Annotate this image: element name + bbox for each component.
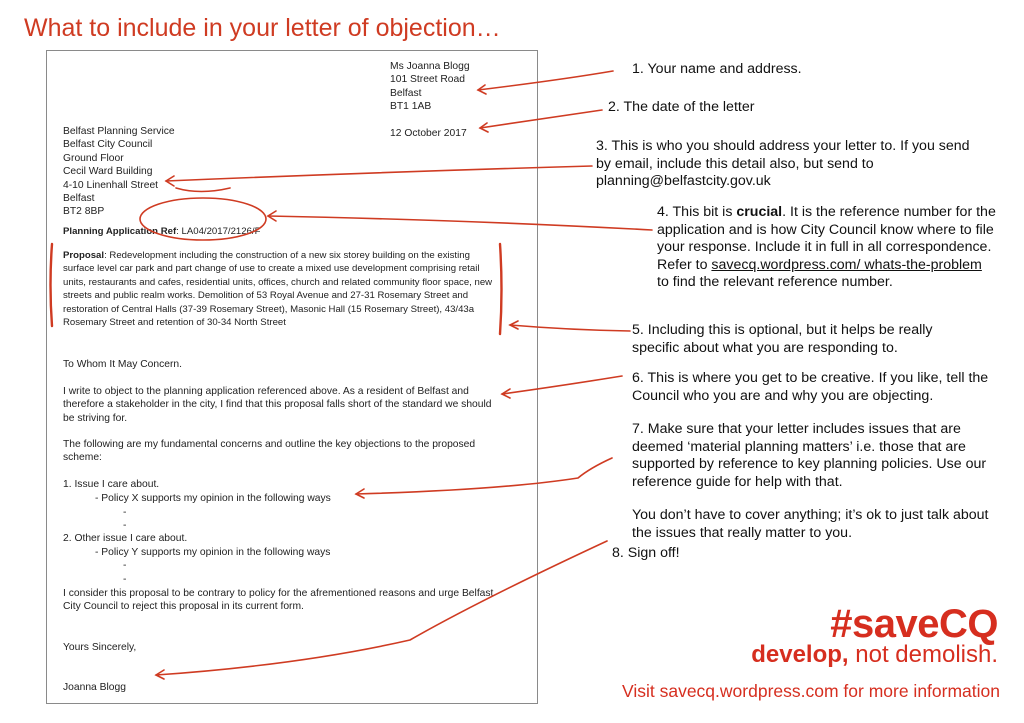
opening-paragraph: I write to object to the planning application referenced above. As a resident of Belfast and therefore a stakeholder in the city, I find that this proposal falls short of the standard we should be striving for. (63, 386, 492, 424)
letter-date: 12 October 2017 (390, 128, 467, 139)
issue-2: 2. Other issue I care about. (63, 533, 188, 544)
arrow-7 (356, 458, 612, 494)
page-title: What to include in your letter of objection… (24, 14, 501, 42)
sender-line: BT1 1AB (390, 101, 432, 113)
proposal-bracket-right (500, 244, 502, 334)
arrow-2 (480, 110, 602, 128)
note-8: 8. Sign off! (612, 545, 680, 561)
note-7b: You don’t have to cover anything; it’s ok to just talk about the issues that really matter to you. (632, 507, 989, 541)
visit-link[interactable]: Visit savecq.wordpress.com for more information (621, 681, 1000, 701)
tagline-bold: develop, (751, 641, 849, 668)
arrow-6 (502, 376, 622, 394)
recipient-line: Cecil Ward Building (63, 166, 153, 178)
bullet-dash: - (123, 520, 127, 531)
ref-value: : LA04/2017/2126/F (176, 226, 261, 237)
note-7: 7. Make sure that your letter includes issues that are deemed ‘material planning matters’ i.e. those that are supported by reference to key planning policies. Use our reference guide for help with that. (632, 421, 987, 490)
arrow-8 (156, 541, 607, 675)
policy-2: - Policy Y supports my opinion in the following ways (95, 547, 331, 558)
sender-line: 101 Street Road (390, 74, 465, 86)
bullet-dash: - (123, 574, 127, 585)
signature: Joanna Blogg (63, 682, 126, 693)
arrow-1 (478, 71, 613, 90)
tagline-rest: not demolish. (848, 641, 998, 668)
note-4-text-a: 4. This bit is (657, 204, 737, 220)
issue-1: 1. Issue I care about. (63, 479, 160, 490)
recipient-line: Belfast City Council (63, 139, 153, 151)
hashtag-suffix: CQ (939, 602, 998, 646)
bullet-dash: - (123, 560, 127, 571)
note-3: 3. This is who you should address your letter to. If you send by email, include this detail also, but send to planning@belfastcity.gov.uk (596, 138, 970, 190)
ref-label: Planning Application Ref (63, 226, 177, 237)
note-4-emphasis: crucial (736, 204, 783, 220)
brand-hashtag (830, 604, 998, 644)
note-4-text-c: to find the relevant reference number. (657, 274, 893, 291)
arrow-3 (166, 166, 592, 181)
recipient-line: 4-10 Linenhall Street (63, 179, 159, 191)
arrow-4 (268, 216, 652, 230)
policy-1: - Policy X supports my opinion in the following ways (95, 493, 331, 504)
note-6: 6. This is where you get to be creative. If you like, tell the Council who you are and why you are objecting. (632, 370, 989, 404)
sender-line: Belfast (390, 87, 422, 99)
recipient-line: BT2 8BP (63, 206, 105, 218)
note-4-text-b: . It is the reference number for the application and is how City Council know where to file your response. Include it in full in all correspondence. Refer to (657, 204, 996, 273)
bullet-dash: - (123, 507, 127, 518)
recipient-line: Belfast Planning Service (63, 126, 175, 137)
hashtag-prefix: #save (830, 602, 939, 646)
ref-squiggle (176, 188, 230, 192)
brand-tagline (751, 642, 998, 668)
salutation: To Whom It May Concern. (63, 359, 183, 370)
proposal-text: : Redevelopment including the construction of a new six storey building on the existing surface level car park and part change of use to create a mixed use development comprising retail units, restaurants and cafes, residential units, offices, church and related community floor space, new streets and public realm works. Demolition of 53 Royal Avenue and 27-31 Rosemary Street and restoration of Central Halls (37-39 Rosemary Street), Masonic Hall (15 Rosemary Street), 43/43a Rosemary Street and retention of 30-34 North Street (63, 250, 493, 329)
closing-paragraph: I consider this proposal to be contrary to policy for the afrementioned reasons and urge Belfast City Council to reject this proposal in its current form. (63, 588, 494, 613)
sender-line: Ms Joanna Blogg (390, 61, 470, 72)
note-2: 2. The date of the letter (608, 99, 755, 115)
proposal-bracket-left (51, 244, 53, 326)
proposal-label: Proposal (63, 250, 105, 261)
concerns-paragraph: The following are my fundamental concerns and outline the key objections to the proposed scheme: (63, 439, 476, 464)
closing-salutation: Yours Sincerely, (63, 642, 137, 653)
note-5: 5. Including this is optional, but it helps be really specific about what you are responding to. (632, 322, 933, 356)
recipient-line: Belfast (63, 192, 95, 204)
arrow-5 (510, 325, 630, 331)
note-4 (657, 204, 997, 292)
recipient-line: Ground Floor (63, 152, 124, 164)
ref-circle (140, 198, 266, 240)
note-1: 1. Your name and address. (632, 61, 802, 77)
note-4-link[interactable]: savecq.wordpress.com/ whats-the-problem (711, 256, 982, 273)
